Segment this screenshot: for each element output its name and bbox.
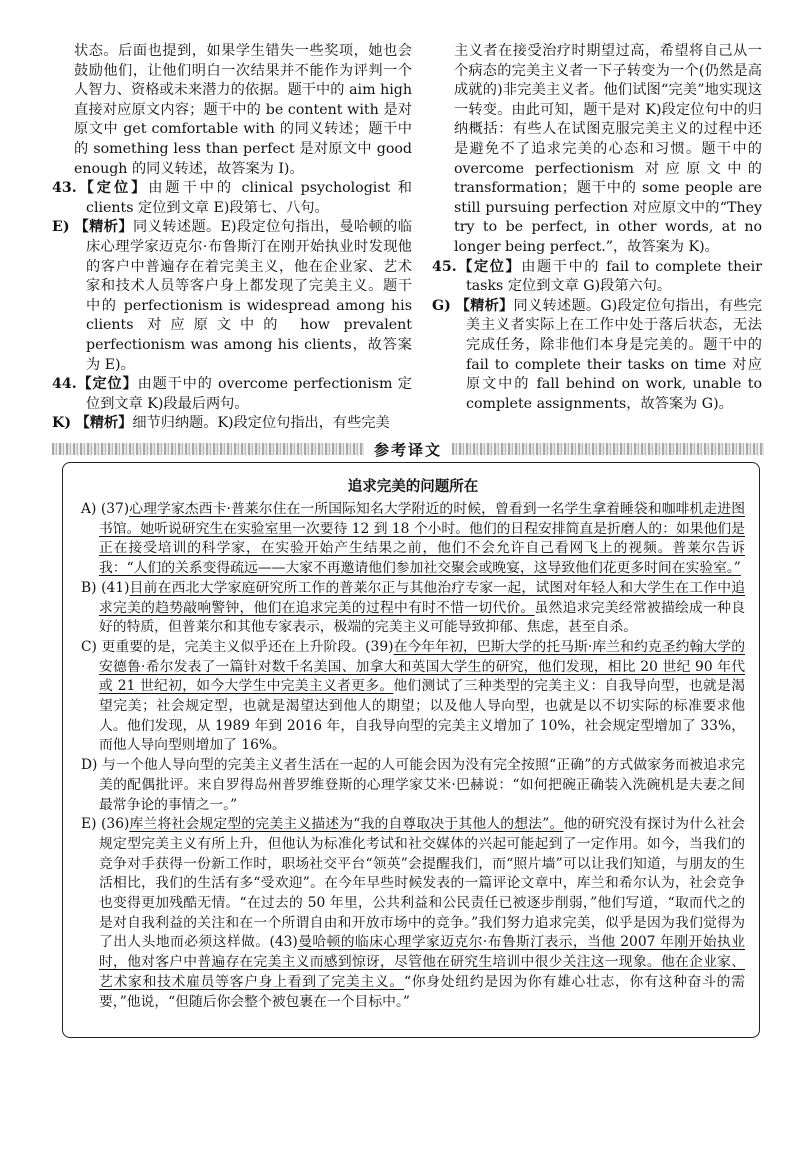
q45-analysis-tag: 【精析】 [455,297,514,314]
translation-box [62,462,760,1038]
banner-left-texture [52,443,364,455]
para-label: E) [81,816,97,833]
q43-analysis-text: 同义转述题。E)段定位句指出，曼哈顿的临床心理学家迈克尔·布鲁斯汀在刚开始执业时发现他的客户中普遍存在着完美主义，他在企业家、艺术家和技术人员等客户身上都发现了完美主义。题干中的 perfectionism is widespread among his clients 对应原文中的 how prevalent perfectionism was among his clients，故答案为 E)。 [86,219,412,373]
para-label: A) [81,501,97,517]
plain-text: 他的研究没有探讨为什么社会规定型完美主义有所上升，但他认为标准化考试和社交媒体的兴起可能起到了一定作用。如今，当我们的竞争对手获得一份新工作时，职场社交平台“领英”会提醒我们，而“照片墙”可以让我们知道，与朋友的生活相比，我们的生活有多“受欢迎”。在今年早些时候发表的一篇评论文章中，库兰和希尔认为，社会竞争也变得更加残酷无情。“在过去的 50 年里，公共利益和公民责任已被逐步削弱，”他们写道，“取而代之的是对自我利益的关注和在一个所谓自由和开放市场中的竞争。”我们努力追求完美，似乎是因为我们觉得为了出人头地而必须这样做。(43) [99,816,746,951]
translation-paragraph-a [81,500,745,579]
q44-analysis-text: 细节归纳题。K)段定位句指出，有些完美 [132,415,390,432]
translation-title: 追求完美的问题所在 [347,478,479,495]
underlined-text-2: 曼哈顿的临床心理学家迈克尔·布鲁斯汀表示，当他 2007 年刚开始执业时，他对客户中普遍存在完美主义而感到惊讶，尽管他在研究生培训中很少关注这一现象。他在企业家、艺术家和技术雇员等客户身上看到了完美主义。 [99,934,745,990]
plain-text: 与一个他人导向型的完美主义者生活在一起的人可能会因为没有完全按照“正确”的方式做家务而被追求完美的配偶批评。来自罗得岛州普罗维登斯的心理学家艾米·巴赫说：“如何把碗正确装入洗碗机是夫妻之间最常争论的事情之一。” [99,757,745,813]
q45-analysis [432,297,762,415]
left-continuation-text: 状态。后面也提到，如果学生错失一些奖项，她也会鼓励他们，让他们明白一次结果并不能作为评判一个人智力、资格或未来潜力的依据。题干中的 aim high 直接对应原文内容；题干中的 be content with 是对原文中 get comfortable with 的同义转述；题干中的 something less than perfect 是对原文中 good enough 的同义转述，故答案为 I)。 [74,43,412,177]
q45-text: 由题干中的 fail to complete their tasks 定位到文章 G)段第六句。 [466,258,762,295]
q43-tag: 【定位】 [76,180,149,197]
underlined-text: 库兰将社会规定型的完美主义描述为“我的自尊取决于其他人的想法”。 [129,816,564,833]
section-banner [52,438,764,460]
translation-paragraph-d [81,756,745,815]
plain-text-2: “你身处纽约是因为你有雄心壮志，你有这种奋斗的需要，”他说，“但随后你会整个被包裹在一个目标中。” [99,973,745,1010]
q44-analysis-tag: 【精析】 [75,415,133,432]
q43-analysis [52,218,412,375]
plain-text: 他们测试了三种类型的完美主义：自我导向型，也就是渴望完美；社会规定型，也就是渴望达到他人的期望；以及他人导向型，也就是以不切实际的标准要求他人。他们发现，从 1989 年到 2016 年，自我导向型的完美主义增加了 10%，社会规定型增加了 33%，而他人导向型则增加了 16%。 [99,678,746,754]
banner-right-texture [452,443,764,455]
right-column [432,42,762,414]
para-label: D) [81,757,98,774]
para-marker: (41) [101,579,130,596]
q45-analysis-text: 同义转述题。G)段定位句指出，有些完美主义者实际上在工作中处于落后状态，无法完成任务，除非他们本身是完美的。题干中的 fail to complete their tasks on time 对应原文中的 fall behind on work, unable to complete assignments，故答案为 G)。 [466,297,762,412]
q43-answer-label: E) [52,219,70,236]
left-column [52,42,412,434]
q44-answer-label: K) [52,415,72,432]
para-label: B) [81,579,97,596]
underlined-text: 在今年年初，巴斯大学的托马斯·库兰和约克圣约翰大学的安德鲁·希尔发表了一篇针对数千名美国、加拿大和英国大学生的研究，他们发现，相比 20 世纪 90 年代或 21 世纪初，如今大学生中完美主义者更多。 [99,638,745,695]
para-marker: 更重要的是，完美主义似乎还在上升阶段。(39) [101,638,394,655]
q44-analysis [52,414,412,434]
plain-text: 虽然追求完美经常被描绘成一种良好的特质，但普莱尔和其他专家表示，极端的完美主义可能导致抑郁、焦虑，甚至自杀。 [99,599,745,636]
para-marker: (37) [100,501,130,517]
para-marker: (36) [101,816,130,833]
right-continuation-text: 主义者在接受治疗时期望过高，希望将自己从一个病态的完美主义者一下子转变为一个(仍然是高成就的)非完美主义者。他们试图“完美”地实现这一转变。由此可知，题干是对 K)段定位句中的归纳概括：有些人在试图克服完美主义的过程中还是避免不了追求完美的心态和习惯。题干中的 overcome perfectionism 对应原文中的 transformation；题干中的 some people are still pursuing perfection 对应原文中的“They try to be perfect, in other words, at no longer being perfect.”，故答案为 K)。 [454,43,762,255]
translation-paragraph-e [81,815,745,1012]
underlined-text: 心理学家杰西卡·普莱尔住在一所国际知名大学附近的时候，曾看到一名学生拿着睡袋和咖啡机走进图书馆。她听说研究生在实验室里一次要待 12 到 18 个小时。他们的日程安排简直是折磨人的：如果他们是正在接受培训的科学家，在实验开始产生结果之前，他们不会允许自己看网飞上的视频。普莱尔告诉我：“人们的关系变得疏远——大家不再邀请他们参加社交聚会或晚宴，这导致他们花更多时间在实验室。” [99,501,745,577]
underlined-text: 目前在西北大学家庭研究所工作的普莱尔正与其他治疗专家一起，试图对年轻人和大学生在工作中追求完美的趋势敲响警钟，他们在追求完美的过程中有时不惜一切代价。 [99,579,746,616]
q44-tag: 【定位】 [76,376,138,393]
q43-text: 由题干中的 clinical psychologist 和 clients 定位到文章 E)段第七、八句。 [86,180,412,216]
banner-title: 参考译文 [374,440,443,459]
translation-paragraph-c [81,638,745,756]
q43-analysis-tag: 【精析】 [74,219,133,236]
q43-number: 43. [52,180,77,197]
q44-locate [52,375,412,414]
q45-tag: 【定位】 [456,258,522,275]
q45-number: 45. [432,258,457,275]
translation-paragraph-b [81,579,745,638]
q44-text: 由题干中的 overcome perfectionism 定位到文章 K)段最后两句。 [86,376,412,412]
q43-locate [52,179,412,218]
q45-locate [432,258,762,297]
q44-number: 44. [52,376,77,393]
para-label: C) [81,638,97,655]
q45-answer-label: G) [432,297,451,314]
